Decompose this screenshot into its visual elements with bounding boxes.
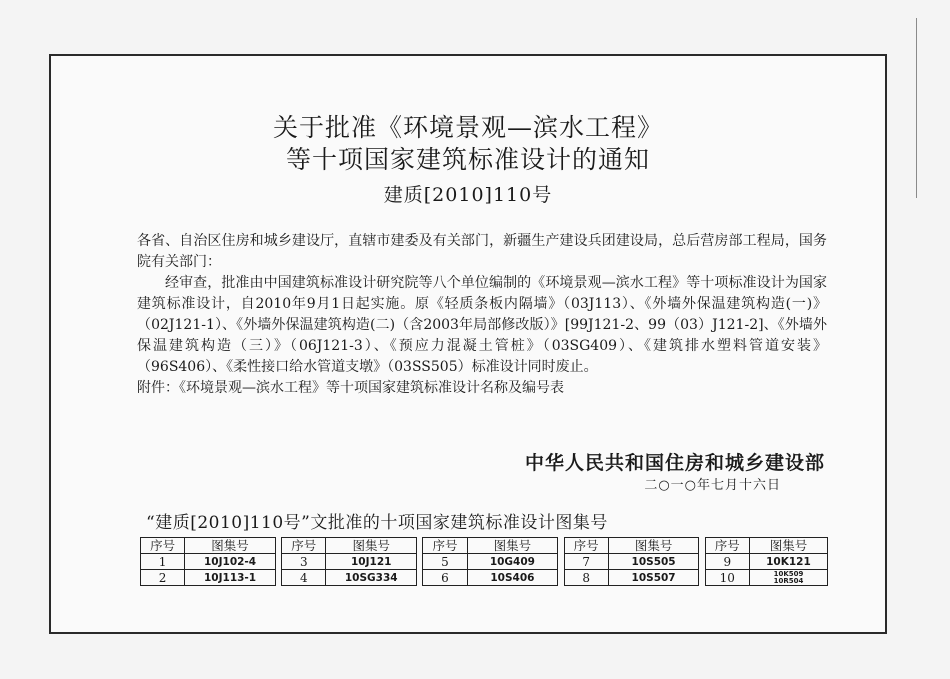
- header-code: 图集号: [467, 538, 558, 554]
- atlas-code-lower: 10R504: [773, 576, 804, 585]
- table-header-row: [141, 538, 828, 554]
- atlas-code-cell: 10S406: [467, 570, 558, 586]
- document-number: 建质[2010]110号: [383, 184, 553, 206]
- header-code: 图集号: [749, 538, 827, 554]
- header-code: 图集号: [326, 538, 417, 554]
- atlas-code-upper: 10K509: [773, 569, 804, 578]
- atlas-code-cell-stacked: [749, 570, 827, 586]
- table-row: [141, 554, 828, 570]
- approval-paragraph: 经审查，批准由中国建筑标准设计研究院等八个单位编制的《环境景观—滨水工程》等十项标准设计为国家建筑标准设计，自2010年9月1日起实施。原《轻质条板内隔墙》（03J113）、《外墙外保温建筑构造(一)》（02J121-1）、《外墙外保温建筑构造(二)（含2003年局部修改版）》[99J121-2、99（03）J121-2]、《外墙外保温建筑构造（三）》（06J121-3）、《预应力混凝土管桩》（03SG409）、《建筑排水塑料管道安装》（96S406）、《柔性接口给水管道支墩》（03SS505）标准设计同时废止。: [137, 275, 827, 375]
- table-title: “建质[2010]110号”文批准的十项国家建筑标准设计图集号: [146, 513, 608, 533]
- notice-title-line1: 关于批准《环境景观—滨水工程》: [272, 113, 663, 142]
- atlas-code-cell: 10S505: [608, 554, 699, 570]
- atlas-code-cell: 10K121: [749, 554, 827, 570]
- seq-cell: 5: [423, 554, 467, 570]
- attachment-paragraph: 附件：《环境景观—滨水工程》等十项国家建筑标准设计名称及编号表: [137, 380, 564, 396]
- seq-cell: 4: [282, 570, 326, 586]
- notice-title-line2: 等十项国家建筑标准设计的通知: [285, 145, 650, 174]
- notice-frame: [49, 54, 887, 634]
- atlas-code-cell: 10S507: [608, 570, 699, 586]
- issuing-authority: 中华人民共和国住房和城乡建设部: [524, 452, 825, 474]
- seq-cell: 2: [141, 570, 185, 586]
- table-row: [141, 570, 828, 586]
- header-seq: 序号: [564, 538, 608, 554]
- seq-cell: 9: [705, 554, 749, 570]
- seq-cell: 6: [423, 570, 467, 586]
- atlas-code-cell: 10J113-1: [185, 570, 276, 586]
- header-seq: 序号: [423, 538, 467, 554]
- header-seq: 序号: [705, 538, 749, 554]
- atlas-number-table: [140, 537, 828, 586]
- header-code: 图集号: [185, 538, 276, 554]
- seq-cell: 10: [705, 570, 749, 586]
- atlas-code-cell: 10J121: [326, 554, 417, 570]
- atlas-code-cell: 10J102-4: [185, 554, 276, 570]
- issue-date: 二○一○年七月十六日: [644, 478, 781, 493]
- seq-cell: 3: [282, 554, 326, 570]
- seq-cell: 8: [564, 570, 608, 586]
- seq-cell: 7: [564, 554, 608, 570]
- binding-rule: [916, 18, 917, 198]
- seq-cell: 1: [141, 554, 185, 570]
- atlas-code-cell: 10SG334: [326, 570, 417, 586]
- header-seq: 序号: [282, 538, 326, 554]
- addressee-paragraph: 各省、自治区住房和城乡建设厅，直辖市建委及有关部门，新疆生产建设兵团建设局，总后营房部工程局，国务院有关部门：: [137, 233, 827, 270]
- header-seq: 序号: [141, 538, 185, 554]
- header-code: 图集号: [608, 538, 699, 554]
- atlas-code-cell: 10G409: [467, 554, 558, 570]
- notice-body: [137, 231, 827, 399]
